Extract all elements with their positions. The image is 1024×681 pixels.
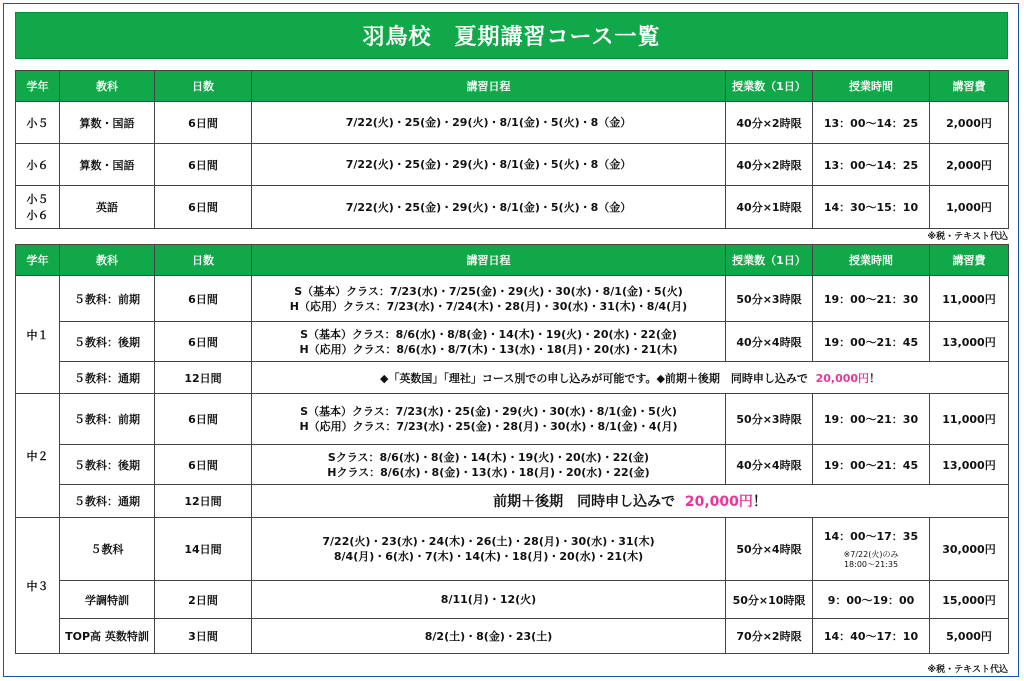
subject-cell: ５教科 (60, 518, 155, 581)
subject-cell: ５教科：通期 (60, 362, 155, 394)
schedule-cell: 7/22(火)・25(金)・29(火)・8/1(金)・5(火)・8（金） (252, 186, 726, 229)
grade-line: 小６ (26, 209, 49, 222)
header-subject: 教科 (60, 245, 155, 276)
days-cell: 6日間 (155, 276, 252, 322)
days-cell: 12日間 (155, 485, 252, 518)
tax-note: ※税・テキスト代込 (927, 232, 1008, 242)
table-row (16, 581, 1009, 619)
schedule-cell: 7/22(火)・25(金)・29(火)・8/1(金)・5(火)・8（金） (252, 144, 726, 186)
tax-note: ※税・テキスト代込 (927, 665, 1008, 675)
header-lessons: 授業数（1日） (726, 245, 813, 276)
offer-tail: ！ (752, 494, 767, 510)
subject-cell: ５教科：通期 (60, 485, 155, 518)
time-cell: 19：00〜21：30 (813, 276, 930, 322)
header-days: 日数 (155, 71, 252, 102)
header-time: 授業時間 (813, 71, 930, 102)
time-cell: 9：00〜19：00 (813, 581, 930, 619)
schedule-cell (252, 276, 726, 322)
subject-cell: ５教科：後期 (60, 445, 155, 485)
time-cell: 13：00〜14：25 (813, 144, 930, 186)
days-cell: 6日間 (155, 394, 252, 445)
grade-cell: 中１ (16, 276, 60, 394)
days-cell: 6日間 (155, 322, 252, 362)
junior-high-table (15, 244, 1009, 654)
table-row (16, 485, 1009, 518)
schedule-line: H（応用）クラス：7/23(水)・7/24(木)・28(月)・30(水)・31(木)・8/4(月) (289, 299, 688, 313)
header-grade: 学年 (16, 245, 60, 276)
subject-cell: 学調特訓 (60, 581, 155, 619)
grade-line: 小５ (26, 193, 49, 206)
table-row (16, 322, 1009, 362)
header-time: 授業時間 (813, 245, 930, 276)
time-cell: 14：40〜17：10 (813, 619, 930, 654)
header-schedule: 講習日程 (252, 71, 726, 102)
schedule-line: S（基本）クラス：7/23(水)・7/25(金)・29(火)・30(水)・8/1(金)・5(火) (294, 284, 683, 298)
table-header-row (16, 71, 1009, 102)
header-fee: 講習費 (930, 245, 1009, 276)
header-lessons: 授業数（1日） (726, 71, 813, 102)
table-row (16, 102, 1009, 144)
lessons-cell: 50分×3時限 (726, 276, 813, 322)
lessons-cell: 40分×1時限 (726, 186, 813, 229)
days-cell: 2日間 (155, 581, 252, 619)
lessons-cell: 50分×10時限 (726, 581, 813, 619)
fee-cell: 5,000円 (930, 619, 1009, 654)
offer-text: ◆「英数国」「理社」コース別での申し込みが可能です。◆前期＋後期 同時申し込みで (379, 371, 808, 385)
fee-cell: 1,000円 (930, 186, 1009, 229)
subject-cell: ５教科：後期 (60, 322, 155, 362)
lessons-cell: 40分×4時限 (726, 445, 813, 485)
fee-cell: 13,000円 (930, 445, 1009, 485)
fee-cell: 11,000円 (930, 276, 1009, 322)
schedule-line: 7/22(火)・23(水)・24(木)・26(土)・28(月)・30(水)・31(木) (322, 535, 655, 548)
lessons-cell: 40分×2時限 (726, 144, 813, 186)
subject-cell: 算数・国語 (60, 144, 155, 186)
grade-cell: 小５ (16, 102, 60, 144)
schedule-line: S（基本）クラス：7/23(水)・25(金)・29(火)・30(水)・8/1(金)・5(火) (300, 405, 677, 418)
schedule-line: H（応用）クラス：8/6(水)・8/7(木)・13(水)・18(月)・20(水)・21(木) (299, 342, 678, 356)
time-cell: 19：00〜21：30 (813, 394, 930, 445)
subject-cell: TOP高 英数特訓 (60, 619, 155, 654)
table-row (16, 186, 1009, 229)
page-title: 羽鳥校 夏期講習コース一覧 (15, 12, 1008, 59)
schedule-cell (252, 394, 726, 445)
days-cell: 14日間 (155, 518, 252, 581)
offer-text: 前期＋後期 同時申し込みで (493, 494, 676, 510)
header-fee: 講習費 (930, 71, 1009, 102)
offer-price: 20,000円 (684, 494, 753, 510)
fee-cell: 11,000円 (930, 394, 1009, 445)
schedule-line: S（基本）クラス：8/6(水)・8/8(金)・14(木)・19(火)・20(水)・22(金) (300, 327, 677, 341)
time-note: ※7/22(火)のみ (843, 550, 899, 559)
grade-cell: 小６ (16, 144, 60, 186)
table-header-row (16, 245, 1009, 276)
days-cell: 3日間 (155, 619, 252, 654)
schedule-cell (252, 518, 726, 581)
time-cell: 13：00〜14：25 (813, 102, 930, 144)
table-row (16, 619, 1009, 654)
combined-offer-cell (252, 485, 1009, 518)
offer-tail: ！ (869, 371, 881, 385)
fee-cell: 2,000円 (930, 144, 1009, 186)
schedule-cell (252, 322, 726, 362)
header-schedule: 講習日程 (252, 245, 726, 276)
header-days: 日数 (155, 245, 252, 276)
grade-cell (16, 186, 60, 229)
table-row (16, 394, 1009, 445)
schedule-line: 8/4(月)・6(水)・7(木)・14(木)・18(月)・20(水)・21(木) (333, 550, 644, 563)
lessons-cell: 50分×3時限 (726, 394, 813, 445)
schedule-cell: 8/11(月)・12(火) (252, 581, 726, 619)
table-row (16, 445, 1009, 485)
time-main: 14：00〜17：35 (823, 530, 919, 543)
table-row (16, 362, 1009, 394)
schedule-cell (252, 445, 726, 485)
subject-cell: ５教科：前期 (60, 276, 155, 322)
time-cell (813, 518, 930, 581)
grade-cell: 中２ (16, 394, 60, 518)
subject-cell: ５教科：前期 (60, 394, 155, 445)
lessons-cell: 40分×2時限 (726, 102, 813, 144)
fee-cell: 30,000円 (930, 518, 1009, 581)
subject-cell: 英語 (60, 186, 155, 229)
table-row (16, 144, 1009, 186)
days-cell: 6日間 (155, 144, 252, 186)
schedule-cell: 8/2(土)・8(金)・23(土) (252, 619, 726, 654)
fee-cell: 2,000円 (930, 102, 1009, 144)
days-cell: 6日間 (155, 186, 252, 229)
days-cell: 6日間 (155, 102, 252, 144)
grade-cell: 中３ (16, 518, 60, 654)
lessons-cell: 40分×4時限 (726, 322, 813, 362)
time-note: 18:00〜21:35 (843, 560, 899, 569)
time-cell: 19：00〜21：45 (813, 322, 930, 362)
fee-cell: 13,000円 (930, 322, 1009, 362)
schedule-line: Hクラス：8/6(水)・8(金)・13(水)・18(月)・20(水)・22(金) (327, 465, 650, 479)
lessons-cell: 70分×2時限 (726, 619, 813, 654)
header-grade: 学年 (16, 71, 60, 102)
table-row (16, 518, 1009, 581)
header-subject: 教科 (60, 71, 155, 102)
days-cell: 6日間 (155, 445, 252, 485)
combined-offer-cell (252, 362, 1009, 394)
time-cell: 14：30〜15：10 (813, 186, 930, 229)
offer-price: 20,000円 (815, 371, 870, 385)
schedule-cell: 7/22(火)・25(金)・29(火)・8/1(金)・5(火)・8（金） (252, 102, 726, 144)
fee-cell: 15,000円 (930, 581, 1009, 619)
subject-cell: 算数・国語 (60, 102, 155, 144)
table-row (16, 276, 1009, 322)
time-cell: 19：00〜21：45 (813, 445, 930, 485)
schedule-line: Sクラス：8/6(水)・8(金)・14(木)・19(火)・20(水)・22(金) (327, 450, 650, 464)
days-cell: 12日間 (155, 362, 252, 394)
lessons-cell: 50分×4時限 (726, 518, 813, 581)
elementary-table (15, 70, 1009, 229)
schedule-line: H（応用）クラス：7/23(水)・25(金)・28(月)・30(水)・8/1(金)・4(月) (299, 420, 678, 433)
